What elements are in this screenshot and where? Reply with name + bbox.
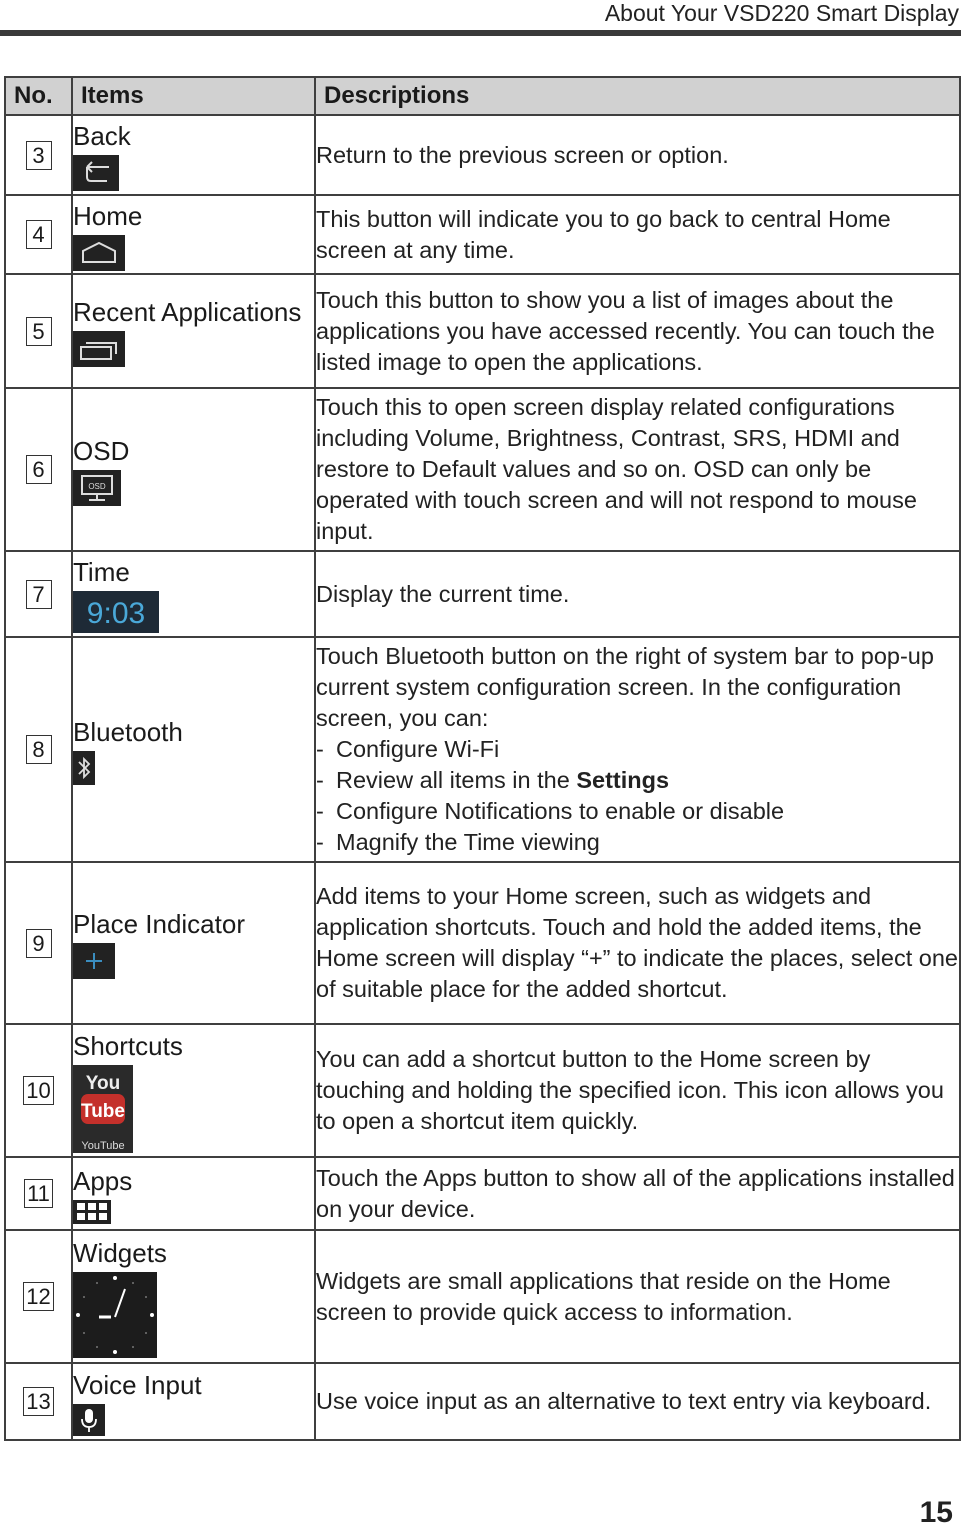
table-row — [5, 1230, 960, 1363]
clock-widget-icon — [73, 1272, 314, 1358]
header-descriptions: Descriptions — [315, 77, 960, 115]
row-number: 5 — [26, 317, 52, 346]
item-description: This button will indicate you to go back to central Home screen at any time. — [315, 195, 960, 274]
item-description: Use voice input as an alternative to text entry via keyboard. — [315, 1363, 960, 1440]
item-name: Bluetooth — [73, 716, 183, 747]
table-row — [5, 1363, 960, 1440]
table-row — [5, 1157, 960, 1230]
page-header-title: About Your VSD220 Smart Display — [604, 0, 959, 26]
item-name: Shortcuts — [73, 1030, 183, 1061]
svg-text:OSD: OSD — [88, 481, 106, 491]
row-number: 9 — [26, 929, 52, 958]
item-description: Return to the previous screen or option. — [315, 115, 960, 195]
row-number: 12 — [23, 1282, 53, 1311]
recent-apps-icon — [73, 331, 314, 367]
row-number: 7 — [26, 580, 52, 609]
table-row — [5, 274, 960, 388]
svg-text:9:03: 9:03 — [86, 597, 146, 630]
header-items: Items — [72, 77, 315, 115]
item-description — [315, 637, 960, 862]
bullet-item: - Configure Notifications to enable or disable — [316, 798, 785, 824]
apps-grid-icon — [73, 1200, 314, 1224]
table-row — [5, 1024, 960, 1157]
home-icon — [73, 235, 314, 271]
youtube-icon — [73, 1065, 314, 1153]
item-description: You can add a shortcut button to the Home screen by touching and holding the specified icon. This icon allows you to open a shortcut item quickly. — [315, 1024, 960, 1157]
item-name: Recent Applications — [73, 297, 302, 327]
bullet-item: - Magnify the Time viewing — [316, 829, 600, 855]
row-number: 6 — [26, 455, 52, 484]
item-description: Add items to your Home screen, such as widgets and application shortcuts. Touch and hold the added items, the Home screen will display “+” to indicate the places, select one of suitable place for the added shortcut. — [315, 862, 960, 1024]
header-divider — [0, 30, 961, 36]
row-number: 10 — [23, 1076, 53, 1105]
item-description: Widgets are small applications that reside on the Home screen to provide quick access to information. — [315, 1230, 960, 1363]
item-name: Time — [73, 557, 130, 587]
row-number: 4 — [26, 220, 52, 249]
item-name: Voice Input — [73, 1369, 202, 1400]
item-name: Widgets — [73, 1237, 167, 1268]
time-display-icon — [73, 591, 314, 633]
item-name: Back — [73, 121, 131, 151]
table-row — [5, 115, 960, 195]
svg-text:YouTube: YouTube — [81, 1139, 125, 1152]
item-name: OSD — [73, 435, 130, 466]
table-row — [5, 195, 960, 274]
description-intro: Touch Bluetooth button on the right of system bar to pop-up current system configuration screen. In the configuration screen, you can: — [316, 643, 934, 731]
table-row — [5, 551, 960, 637]
settings-emphasis: Settings — [576, 767, 670, 793]
microphone-icon — [73, 1404, 314, 1436]
items-table — [4, 76, 961, 1441]
item-name: Place Indicator — [73, 909, 245, 939]
row-number: 11 — [24, 1179, 53, 1208]
bullet-item: - Configure Wi-Fi — [316, 736, 500, 762]
svg-text:You: You — [85, 1072, 121, 1094]
osd-icon — [73, 470, 314, 506]
item-name: Apps — [73, 1165, 133, 1196]
bullet-item: - Review all items in the Settings — [316, 767, 670, 793]
row-number: 13 — [23, 1387, 53, 1416]
back-icon — [73, 155, 314, 191]
item-description: Touch the Apps button to show all of the applications installed on your device. — [315, 1157, 960, 1230]
svg-text:Tube: Tube — [81, 1100, 125, 1122]
table-row — [5, 637, 960, 862]
table-header-row — [5, 77, 960, 115]
item-description: Touch this button to show you a list of images about the applications you have accessed recently. You can touch the listed image to open the applications. — [315, 274, 960, 388]
item-description: Display the current time. — [315, 551, 960, 637]
page-number: 15 — [919, 1496, 953, 1529]
row-number: 8 — [26, 735, 52, 764]
table-row — [5, 388, 960, 551]
plus-indicator-icon — [73, 943, 314, 979]
item-description: Touch this to open screen display related configurations including Volume, Brightness, Contrast, SRS, HDMI and restore to Default values and so on. OSD can only be operated with touch screen and will not respond to mouse input. — [315, 388, 960, 551]
item-name: Home — [73, 200, 143, 231]
bluetooth-icon — [73, 751, 314, 785]
row-number: 3 — [26, 141, 52, 170]
header-no: No. — [5, 77, 72, 115]
table-row — [5, 862, 960, 1024]
